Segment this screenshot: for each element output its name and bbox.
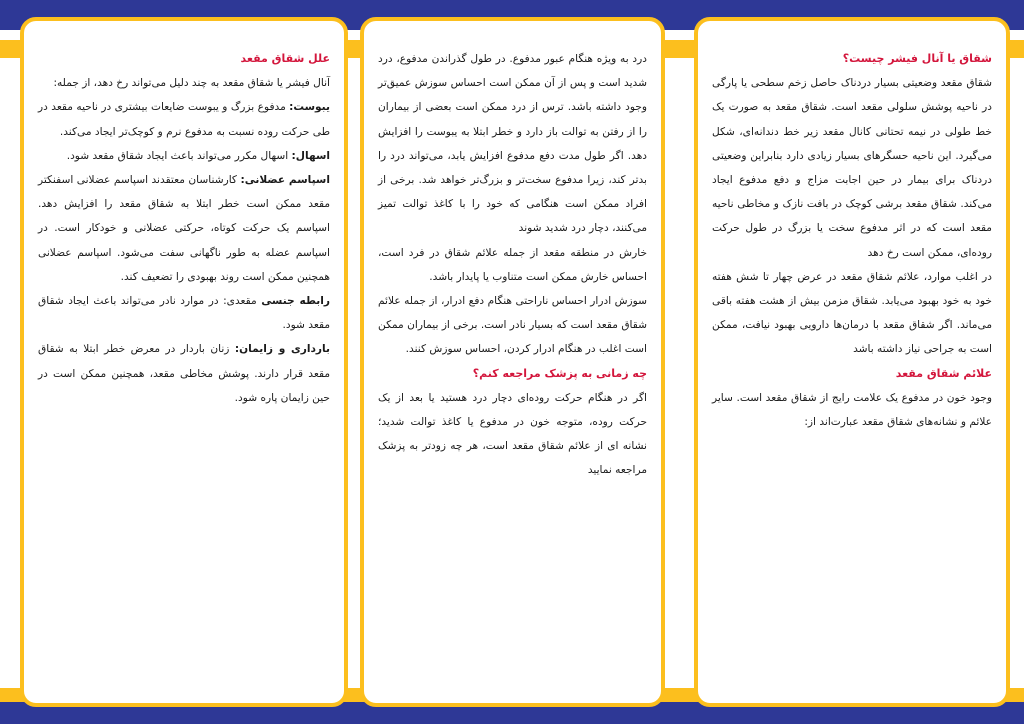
paragraph: شقاق مقعد وضعیتی بسیار دردناک حاصل زخم سطحی یا پارگی در ناحیه پوشش سلولی مقعد است. شقاق مقعد به صورت یک خط طولی در نیمه تحتانی کانال مقعد زیر خط دندانه‌ای، شکل می‌گیرد. این ناحیه حسگرهای بسیار زیادی دارد بنابراین وضعیتی دردناک برای بیمار در حین اجابت مزاج و دفع مدفوع ایجاد می‌کند. شقاق مقعد برشی کوچک در بافت نازک و مخاطی ناحیه مقعد است که در اثر مدفوع سخت یا بزرگ در طول حرکت روده‌ای، ممکن است رخ دهد [712, 77, 992, 259]
cause-term: اسپاسم عضلانی: [240, 174, 330, 187]
cause-term: اسهال: [291, 149, 330, 162]
cause-text: مدفوع بزرگ و یبوست ضایعات بیشتری در ناحیه مقعد در طی حرکت روده نسبت به مدفوع نرم و کوچک‌تر ایجاد می‌کند. [38, 101, 330, 138]
cause-item [38, 95, 330, 143]
panel-middle [360, 17, 665, 707]
section-heading: شقاق یا آنال فیشر چیست؟ [842, 52, 992, 65]
cause-text: کارشناسان معتقدند اسپاسم عضلانی اسفنکتر مقعد ممکن است خطر ابتلا به شقاق مقعد را افزایش دهد. اسپاسم یک حرکت کوتاه، حرکتی عضلانی و خودکار است. در اسپاسم عضله به طور ناگهانی سفت می‌شود. اسپاسم عضلانی همچنین ممکن است روند بهبودی را تضعیف کند. [38, 174, 330, 283]
cause-item [38, 144, 330, 168]
panel-left [20, 17, 348, 707]
paragraph: اگر در هنگام حرکت روده‌ای دچار درد هستید یا بعد از یک حرکت روده، متوجه خون در مدفوع یا کاغذ توالت شدید؛ نشانه ای از علائم شقاق مقعد است، هر چه زودتر به پزشک مراجعه نمایید [378, 391, 647, 477]
section-heading: علائم شقاق مقعد [895, 366, 992, 380]
cause-item [38, 168, 330, 289]
cause-term: یبوست: [289, 101, 330, 114]
paragraph: در اغلب موارد، علائم شقاق مقعد در عرض چهار تا شش هفته خود به خود بهبود می‌یابد. شقاق مزمن بیش از هشت هفته باقی می‌ماند. اگر شقاق مقعد با درمان‌ها دارویی بهبود نیافت، ممکن است به جراحی نیاز داشته باشد [712, 270, 992, 356]
panel-right [694, 17, 1010, 707]
cause-text: زنان باردار در معرض خطر ابتلا به شقاق مقعد قرار دارند. پوشش مخاطی مقعد، همچنین ممکن است در حین زایمان پاره شود. [38, 343, 330, 404]
paragraph: سوزش ادرار احساس ناراحتی هنگام دفع ادرار، از جمله علائم شقاق مقعد است که بسیار نادر است. برخی از بیماران ممکن است اغلب در هنگام ادرار کردن، احساس سوزش کنند. [378, 295, 647, 356]
cause-item [38, 289, 330, 337]
paragraph: درد به ویژه هنگام عبور مدفوع. در طول گذراندن مدفوع، درد شدید است و پس از آن ممکن است احساس سوزش عمیق‌تر وجود داشته باشد. ترس از درد ممکن است بعضی از بیماران را از رفتن به توالت باز دارد و خطر ابتلا به یبوست را افزایش دهد. اگر طول مدت دفع مدفوع افزایش یابد، می‌تواند درد را بدتر کند، زیرا مدفوع سخت‌تر و بزرگ‌تر خواهد شد. برخی از افراد ممکن است هنگامی که خود را با کاغذ توالت تمیز می‌کنند، دچار درد شدید شوند [378, 53, 647, 235]
cause-term: بارداری و زایمان: [234, 343, 330, 356]
section-heading: علل شقاق مقعد [240, 52, 330, 65]
paragraph: خارش در منطقه مقعد از جمله علائم شقاق در فرد است، احساس خارش ممکن است متناوب یا پایدار باشد. [378, 246, 647, 283]
cause-term: رابطه جنسی [261, 295, 330, 308]
intro-paragraph: آنال فیشر یا شقاق مقعد به چند دلیل می‌تواند رخ دهد، از جمله: [53, 77, 330, 90]
paragraph: وجود خون در مدفوع یک علامت رایج از شقاق مقعد است. سایر علائم و نشانه‌های شقاق مقعد عبارت‌اند از: [712, 391, 992, 429]
cause-text: اسهال مکرر می‌تواند باعث ایجاد شقاق مقعد شود. [66, 149, 292, 162]
section-heading: چه زمانی به پزشک مراجعه کنم؟ [472, 366, 647, 380]
cause-text: مقعدی: در موارد نادر می‌تواند باعث ایجاد شقاق مقعد شود. [38, 295, 330, 332]
cause-item [38, 337, 330, 410]
